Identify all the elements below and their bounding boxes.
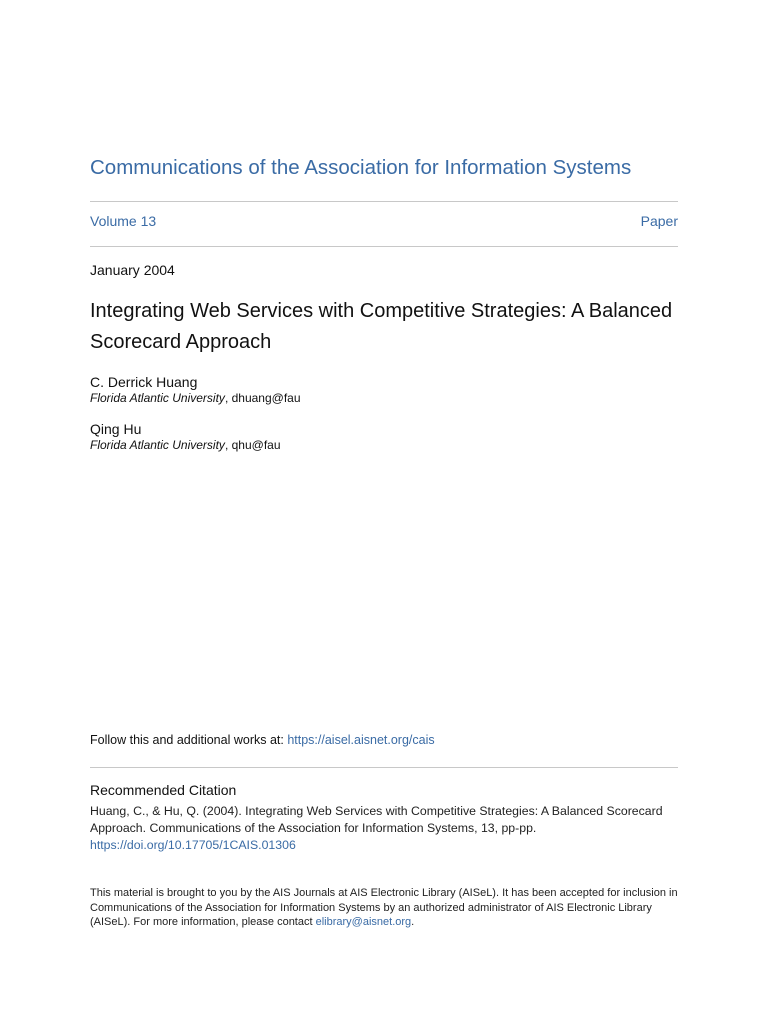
citation-body: Huang, C., & Hu, Q. (2004). Integrating Web Services with Competitive Strategies: A Balanced Scorecard Approach. Communications of the Association for Information Systems, 13, pp-pp. xyxy=(90,804,663,835)
publication-date: January 2004 xyxy=(90,262,175,278)
author-email: dhuang@fau xyxy=(231,391,301,405)
citation-heading: Recommended Citation xyxy=(90,782,237,798)
follow-line xyxy=(90,733,435,747)
journal-title-link[interactable]: Communications of the Association for Information Systems xyxy=(90,156,632,179)
divider xyxy=(90,767,678,768)
citation-text xyxy=(90,803,678,854)
author-affiliation: Florida Atlantic University, qhu@fau xyxy=(90,438,281,452)
footer-end: . xyxy=(411,916,415,928)
author-block xyxy=(90,373,301,406)
footer-text: This material is brought to you by the AIS Journals at AIS Electronic Library (AISeL). It has been accepted for inclusion in Communications of the Association for Information Systems by an authorized administrator of AIS Electronic Library (AISeL). For more information, please contact xyxy=(90,887,678,928)
author-affiliation: Florida Atlantic University, dhuang@fau xyxy=(90,391,301,405)
doi-link[interactable]: https://doi.org/10.17705/1CAIS.01306 xyxy=(90,838,296,852)
author-name: C. Derrick Huang xyxy=(90,374,198,390)
author-email: qhu@fau xyxy=(231,438,281,452)
contact-email-link[interactable]: elibrary@aisnet.org xyxy=(315,916,412,928)
divider xyxy=(90,246,678,247)
author-block xyxy=(90,420,281,453)
follow-label: Follow this and additional works at: xyxy=(90,733,288,747)
divider xyxy=(90,201,678,202)
volume-link[interactable]: Volume 13 xyxy=(90,213,157,229)
volume-row xyxy=(90,213,678,229)
article-title: Integrating Web Services with Competitive Strategies: A Balanced Scorecard Approach xyxy=(90,300,673,353)
affiliation-name: Florida Atlantic University xyxy=(90,391,225,405)
follow-link[interactable]: https://aisel.aisnet.org/cais xyxy=(287,733,435,747)
paper-link[interactable]: Paper xyxy=(640,213,678,229)
footer-notice xyxy=(90,886,678,930)
author-name: Qing Hu xyxy=(90,421,142,437)
affiliation-name: Florida Atlantic University xyxy=(90,438,225,452)
